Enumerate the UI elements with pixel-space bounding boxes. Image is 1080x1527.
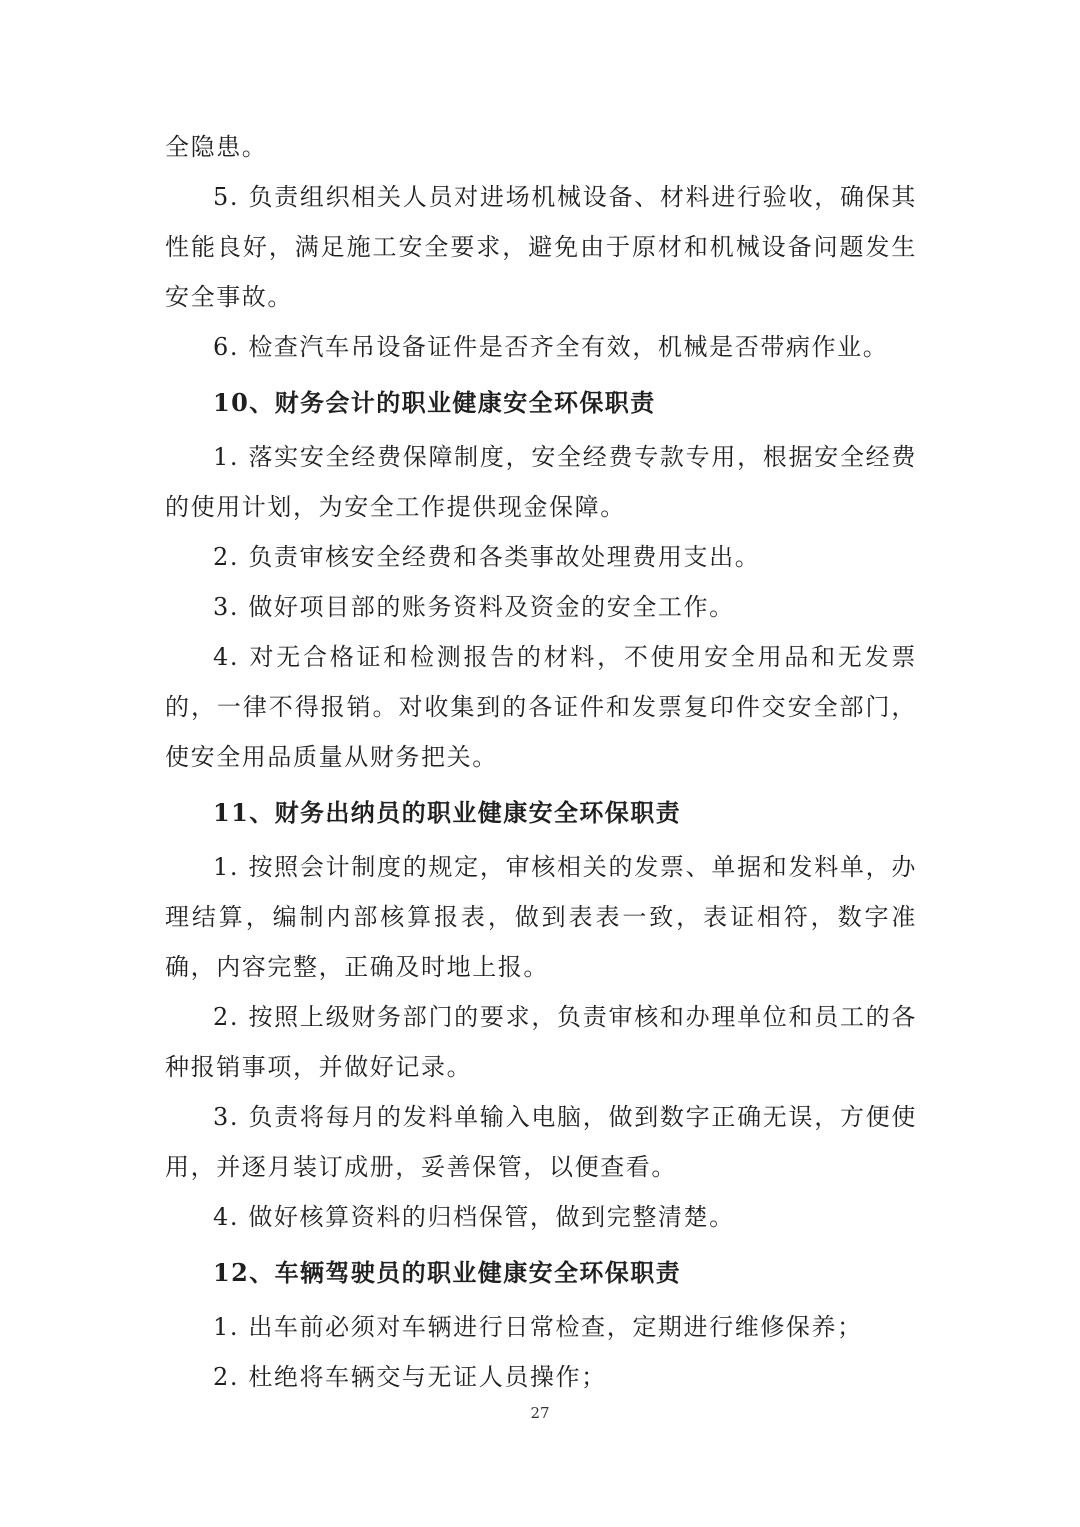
section11-item3: 3. 负责将每月的发料单输入电脑，做到数字正确无误，方便使用，并逐月装订成册，妥善保管，以便查看。 (165, 1103, 917, 1181)
section11-heading: 11、财务出纳员的职业健康安全环保职责 (213, 798, 681, 827)
section10-item3: 3. 做好项目部的账务资料及资金的安全工作。 (213, 593, 735, 621)
section10-heading: 10、财务会计的职业健康安全环保职责 (213, 388, 656, 417)
section12-item2: 2. 杜绝将车辆交与无证人员操作； (213, 1363, 607, 1391)
paragraph-continuation: 全隐患。 (165, 133, 268, 161)
section9-item5: 5. 负责组织相关人员对进场机械设备、材料进行验收，确保其性能良好，满足施工安全要求，避免由于原材和机械设备问题发生安全事故。 (165, 183, 917, 311)
section12-heading: 12、车辆驾驶员的职业健康安全环保职责 (213, 1258, 681, 1287)
section11-item1: 1. 按照会计制度的规定，审核相关的发票、单据和发料单，办理结算，编制内部核算报表，做到表表一致，表证相符，数字准确，内容完整，正确及时地上报。 (165, 853, 917, 981)
section11-item2: 2. 按照上级财务部门的要求，负责审核和办理单位和员工的各种报销事项，并做好记录。 (165, 1003, 917, 1081)
section10-item1: 1. 落实安全经费保障制度，安全经费专款专用，根据安全经费的使用计划，为安全工作提供现金保障。 (165, 443, 917, 521)
page-number: 27 (530, 1404, 550, 1422)
section12-item1: 1. 出车前必须对车辆进行日常检查，定期进行维修保养； (213, 1313, 863, 1341)
section9-item6: 6. 检查汽车吊设备证件是否齐全有效，机械是否带病作业。 (213, 333, 889, 361)
section10-item2: 2. 负责审核安全经费和各类事故处理费用支出。 (213, 543, 761, 571)
section10-item4: 4. 对无合格证和检测报告的材料，不使用安全用品和无发票的，一律不得报销。对收集到的各证件和发票复印件交安全部门，使安全用品质量从财务把关。 (165, 643, 917, 771)
document-body (165, 122, 917, 1402)
section11-item4: 4. 做好核算资料的归档保管，做到完整清楚。 (213, 1203, 735, 1231)
